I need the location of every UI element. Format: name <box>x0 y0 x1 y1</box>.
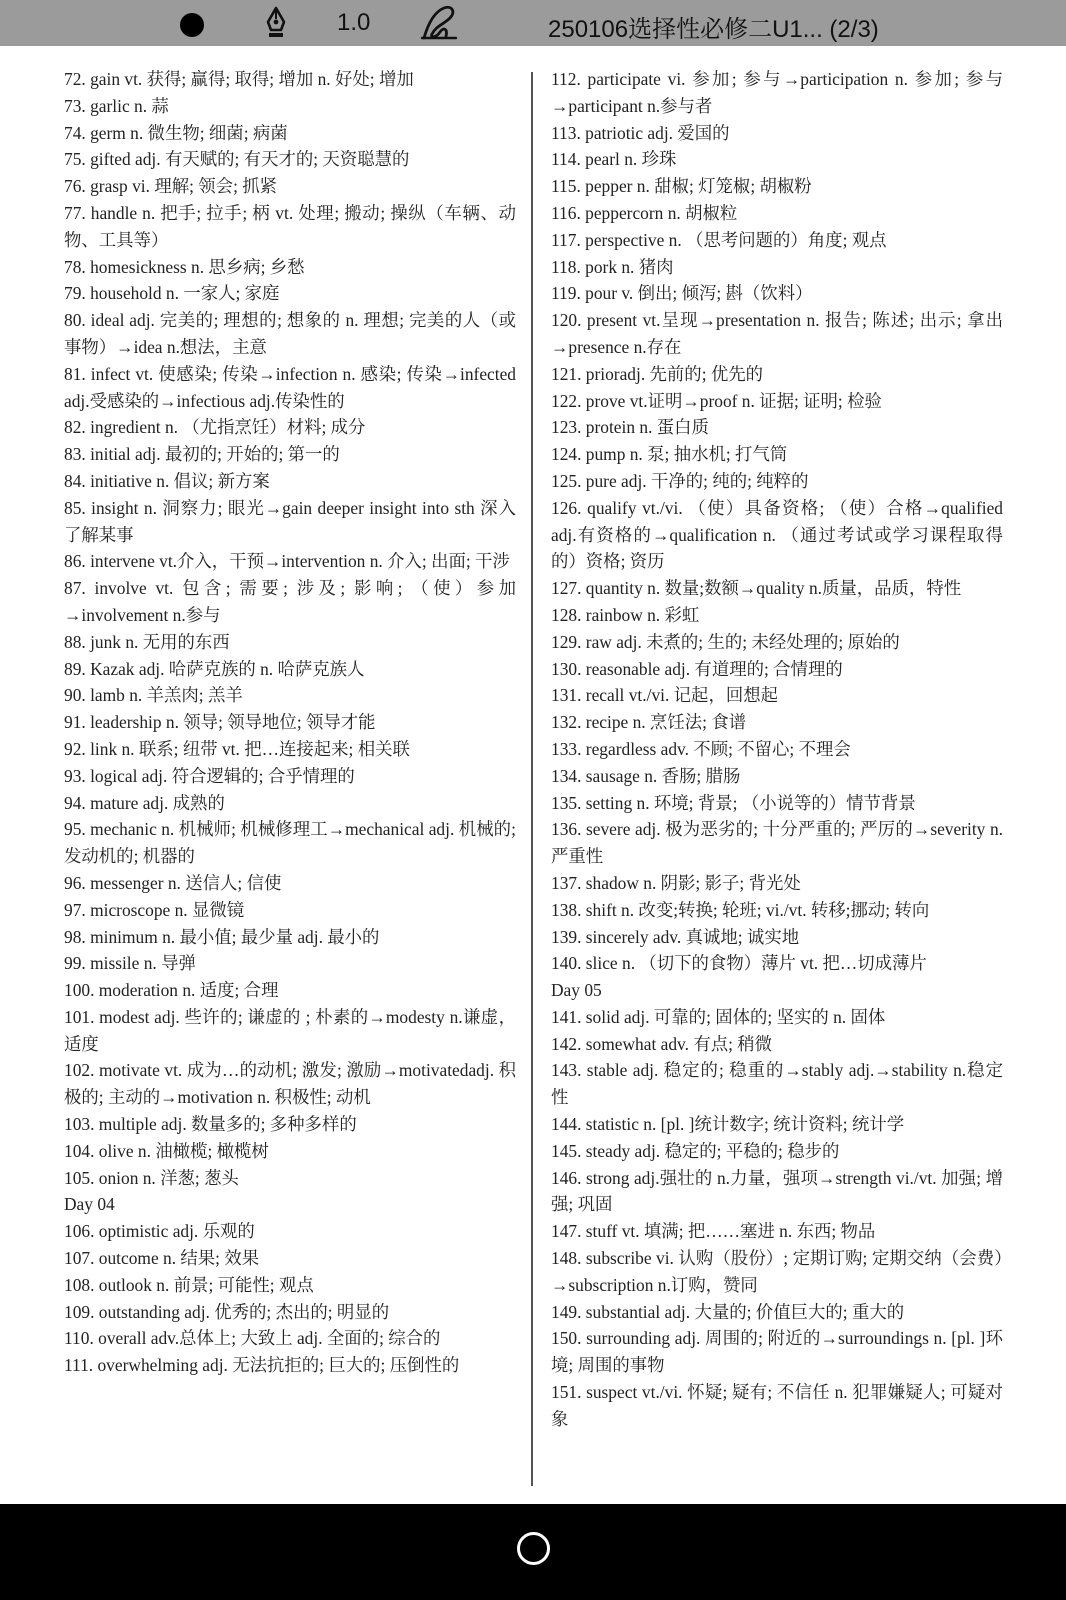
vocab-entry: 123. protein n. 蛋白质 <box>551 417 709 438</box>
vocab-column-left <box>64 66 516 1379</box>
vocab-entry: 117. perspective n. （思考问题的）角度; 观点 <box>551 229 887 250</box>
vocab-entry: 79. household n. 一家人; 家庭 <box>64 283 280 304</box>
vocab-entry: 77. handle n. 把手; 拉手; 柄 vt. 处理; 搬动; 操纵（车辆、动物、工具等） <box>64 202 516 250</box>
vocab-entry: 129. raw adj. 未煮的; 生的; 未经处理的; 原始的 <box>551 631 900 652</box>
vocab-entry: 142. somewhat adv. 有点; 稍微 <box>551 1033 773 1054</box>
vocab-entry: 88. junk n. 无用的东西 <box>64 631 230 652</box>
vocab-entry: 122. prove vt.证明→proof n. 证据; 证明; 检验 <box>551 390 882 411</box>
vocab-entry: 111. overwhelming adj. 无法抗拒的; 巨大的; 压倒性的 <box>64 1355 460 1376</box>
vocab-entry: 143. stable adj. 稳定的; 稳重的→stably adj.→stability n.稳定性 <box>551 1060 1003 1108</box>
vocab-entry: 120. present vt.呈现→presentation n. 报告; 陈述; 出示; 拿出→presence n.存在 <box>551 310 1003 357</box>
vocab-entry: 89. Kazak adj. 哈萨克族的 n. 哈萨克族人 <box>64 658 365 679</box>
vocab-entry: 151. suspect vt./vi. 怀疑; 疑有; 不信任 n. 犯罪嫌疑人; 可疑对象 <box>551 1382 1003 1429</box>
vocab-entry: 125. pure adj. 干净的; 纯的; 纯粹的 <box>551 470 809 491</box>
vocab-entry: 83. initial adj. 最初的; 开始的; 第一的 <box>64 444 340 465</box>
vocab-entry: 92. link n. 联系; 纽带 vt. 把…连接起来; 相关联 <box>64 738 410 759</box>
vocab-entry: 110. overall adv.总体上; 大致上 adj. 全面的; 综合的 <box>64 1328 441 1349</box>
vocab-entry: 136. severe adj. 极为恶劣的; 十分严重的; 严厉的→severity n.严重性 <box>551 819 1003 867</box>
home-button[interactable] <box>517 1532 550 1565</box>
vocab-entry: 119. pour v. 倒出; 倾泻; 斟（饮料） <box>551 283 813 304</box>
vocab-entry: 75. gifted adj. 有天赋的; 有天才的; 天资聪慧的 <box>64 149 410 170</box>
vocab-entry: 118. pork n. 猪肉 <box>551 256 674 277</box>
signature-icon[interactable] <box>420 4 460 49</box>
vocab-entry: 150. surrounding adj. 周围的; 附近的→surroundings n. [pl. ]环境; 周围的事物 <box>551 1328 1003 1376</box>
vocab-entry: 132. recipe n. 烹饪法; 食谱 <box>551 712 747 733</box>
vocab-entry: 73. garlic n. 蒜 <box>64 95 169 116</box>
reader-toolbar <box>0 0 1066 46</box>
day-heading: Day 04 <box>64 1194 115 1215</box>
vocab-entry: 72. gain vt. 获得; 赢得; 取得; 增加 n. 好处; 增加 <box>64 69 414 89</box>
vocab-entry: 80. ideal adj. 完美的; 理想的; 想象的 n. 理想; 完美的人（或事物）→idea n.想法，主意 <box>64 310 516 357</box>
vocab-entry: 126. qualify vt./vi. （使）具备资格; （使）合格→qualified adj.有资格的→qualification n. （通过考试或学习课程取得的）资格; 资历 <box>551 497 1003 572</box>
vocab-entry: 145. steady adj. 稳定的; 平稳的; 稳步的 <box>551 1140 840 1161</box>
vocab-entry: 146. strong adj.强壮的 n.力量，强项→strength vi./vt. 加强; 增强; 巩固 <box>551 1167 1003 1215</box>
vocab-entry: 130. reasonable adj. 有道理的; 合情理的 <box>551 658 843 679</box>
vocab-entry: 74. germ n. 微生物; 细菌; 病菌 <box>64 122 288 143</box>
vocab-entry: 131. recall vt./vi. 记起，回想起 <box>551 685 779 706</box>
vocab-entry: 106. optimistic adj. 乐观的 <box>64 1221 255 1242</box>
vocab-entry: 149. substantial adj. 大量的; 价值巨大的; 重大的 <box>551 1301 905 1322</box>
vocab-entry: 133. regardless adv. 不顾; 不留心; 不理会 <box>551 738 851 759</box>
vocab-entry: 147. stuff vt. 填满; 把……塞进 n. 东西; 物品 <box>551 1221 876 1242</box>
vocab-entry: 81. infect vt. 使感染; 传染→infection n. 感染; 传染→infected adj.受感染的→infectious adj.传染性的 <box>64 363 516 411</box>
vocab-entry: 87. involve vt. 包含; 需要; 涉及; 影响; （使）参加→involvement n.参与 <box>64 578 516 625</box>
vocab-entry: 86. intervene vt.介入，干预→intervention n. 介入; 出面; 干涉 <box>64 551 510 572</box>
vocab-entry: 116. peppercorn n. 胡椒粒 <box>551 202 738 223</box>
vocab-entry: 76. grasp vi. 理解; 领会; 抓紧 <box>64 176 278 197</box>
record-dot-icon[interactable] <box>180 13 204 37</box>
vocab-entry: 112. participate vi. 参加; 参与→participation n. 参加; 参与→participant n.参与者 <box>551 69 1003 116</box>
vocab-entry: 82. ingredient n. （尤指烹饪）材料; 成分 <box>64 417 366 438</box>
pen-icon[interactable] <box>262 6 290 47</box>
zoom-level[interactable]: 1.0 <box>337 9 371 36</box>
vocab-entry: 108. outlook n. 前景; 可能性; 观点 <box>64 1274 314 1295</box>
vocab-entry: 93. logical adj. 符合逻辑的; 合乎情理的 <box>64 765 355 786</box>
vocab-entry: 78. homesickness n. 思乡病; 乡愁 <box>64 256 305 277</box>
vocab-entry: 134. sausage n. 香肠; 腊肠 <box>551 765 741 786</box>
vocab-entry: 84. initiative n. 倡议; 新方案 <box>64 470 270 491</box>
vocab-entry: 96. messenger n. 送信人; 信使 <box>64 872 282 893</box>
vocab-entry: 109. outstanding adj. 优秀的; 杰出的; 明显的 <box>64 1301 390 1322</box>
vocab-entry: 144. statistic n. [pl. ]统计数字; 统计资料; 统计学 <box>551 1114 905 1135</box>
column-divider <box>531 72 533 1486</box>
vocab-entry: 102. motivate vt. 成为…的动机; 激发; 激励→motivatedadj. 积极的; 主动的→motivation n. 积极性; 动机 <box>64 1060 516 1108</box>
day-heading: Day 05 <box>551 980 602 1001</box>
vocab-entry: 99. missile n. 导弹 <box>64 953 196 974</box>
vocab-entry: 115. pepper n. 甜椒; 灯笼椒; 胡椒粉 <box>551 176 812 197</box>
vocab-entry: 100. moderation n. 适度; 合理 <box>64 980 279 1001</box>
vocab-entry: 105. onion n. 洋葱; 葱头 <box>64 1167 239 1188</box>
vocab-entry: 128. rainbow n. 彩虹 <box>551 604 700 625</box>
document-page <box>0 46 1066 1504</box>
vocab-entry: 85. insight n. 洞察力; 眼光→gain deeper insight into sth 深入了解某事 <box>64 497 516 545</box>
vocab-column-right <box>551 66 1003 1433</box>
vocab-entry: 148. subscribe vi. 认购（股份）; 定期订购; 定期交纳（会费）→subscription n.订购，赞同 <box>551 1248 1003 1295</box>
vocab-entry: 114. pearl n. 珍珠 <box>551 149 677 170</box>
vocab-entry: 94. mature adj. 成熟的 <box>64 792 225 813</box>
vocab-entry: 127. quantity n. 数量;数额→quality n.质量，品质，特性 <box>551 578 962 599</box>
vocab-entry: 101. modest adj. 些许的; 谦虚的 ; 朴素的→modesty n.谦虚，适度 <box>64 1006 516 1054</box>
vocab-entry: 138. shift n. 改变;转换; 轮班; vi./vt. 转移;挪动; 转向 <box>551 899 930 920</box>
vocab-entry: 124. pump n. 泵; 抽水机; 打气筒 <box>551 444 788 465</box>
vocab-entry: 139. sincerely adv. 真诚地; 诚实地 <box>551 926 800 947</box>
vocab-entry: 113. patriotic adj. 爱国的 <box>551 122 730 143</box>
vocab-entry: 107. outcome n. 结果; 效果 <box>64 1248 260 1269</box>
vocab-entry: 90. lamb n. 羊羔肉; 羔羊 <box>64 685 243 706</box>
vocab-entry: 140. slice n. （切下的食物）薄片 vt. 把…切成薄片 <box>551 953 927 974</box>
system-nav-bar <box>0 1504 1066 1600</box>
vocab-entry: 137. shadow n. 阴影; 影子; 背光处 <box>551 872 801 893</box>
vocab-entry: 135. setting n. 环境; 背景; （小说等的）情节背景 <box>551 792 916 813</box>
vocab-entry: 91. leadership n. 领导; 领导地位; 领导才能 <box>64 712 376 733</box>
document-title: 250106选择性必修二U1... (2/3) <box>548 16 879 43</box>
vocab-entry: 98. minimum n. 最小值; 最少量 adj. 最小的 <box>64 926 380 947</box>
vocab-entry: 104. olive n. 油橄榄; 橄榄树 <box>64 1140 269 1161</box>
vocab-entry: 95. mechanic n. 机械师; 机械修理工→mechanical adj. 机械的; 发动机的; 机器的 <box>64 819 516 867</box>
vocab-entry: 121. prioradj. 先前的; 优先的 <box>551 363 764 384</box>
vocab-entry: 97. microscope n. 显微镜 <box>64 899 245 920</box>
vocab-entry: 141. solid adj. 可靠的; 固体的; 坚实的 n. 固体 <box>551 1006 886 1027</box>
vocab-entry: 103. multiple adj. 数量多的; 多种多样的 <box>64 1114 357 1135</box>
